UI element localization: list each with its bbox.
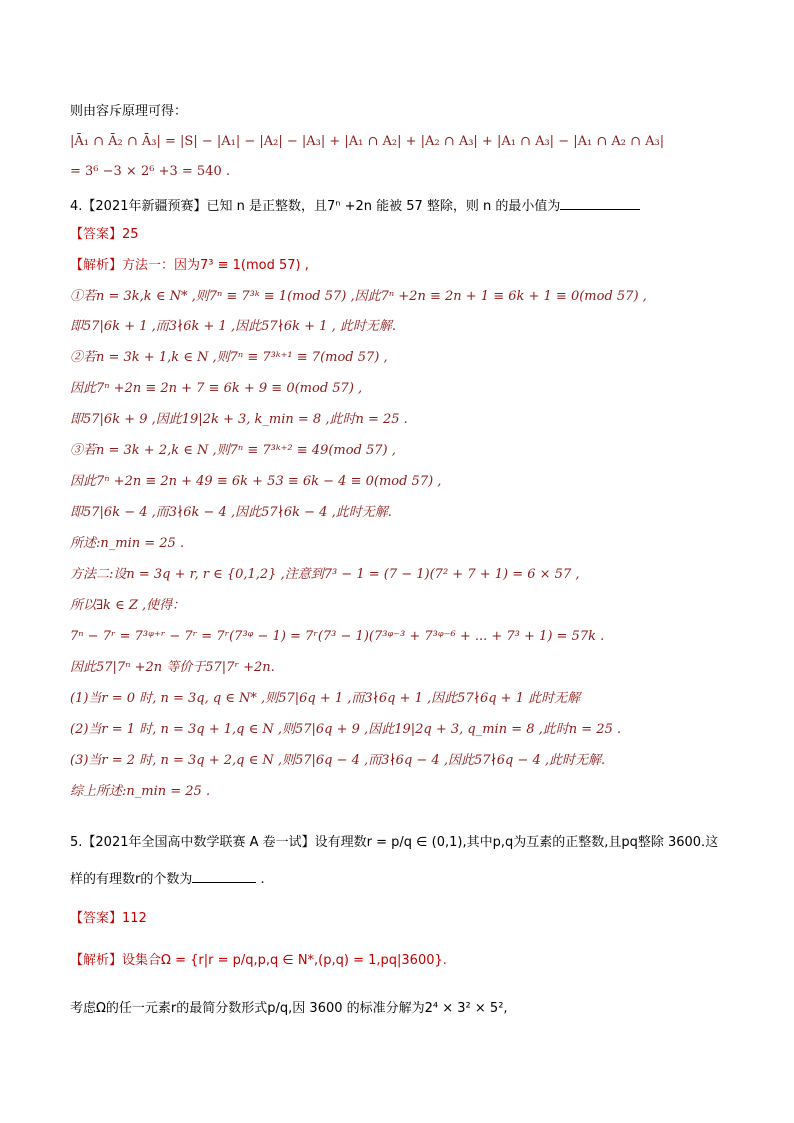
solution-line: ③若n = 3k + 2,k ∈ N ,则7ⁿ ≡ 7³ᵏ⁺² ≡ 49(mod 57) , [70, 443, 396, 458]
solution-line: 所述:n_min = 25 . [70, 536, 185, 551]
solution-line: 考虑Ω的任一元素r的最简分数形式p/q,因 3600 的标准分解为2⁴ × 3² × 5², [70, 1001, 508, 1016]
solution-line: ②若n = 3k + 1,k ∈ N ,则7ⁿ ≡ 7³ᵏ⁺¹ ≡ 7(mod 57) , [70, 350, 388, 365]
problem-5-title: 5.【2021年全国高中数学联赛 A 卷一试】设有理数r = p/q ∈ (0,1),其中p,q为互素的正整数,且pq整除 3600.这 [70, 835, 719, 850]
text-line: 则由容斥原理可得： [70, 104, 188, 119]
solution-line: 因此57|7ⁿ +2n 等价于57|7ʳ +2n. [70, 660, 275, 675]
solution-line: (1)当r = 0 时, n = 3q, q ∈ N* ,则57|6q + 1 ,而3∤6q + 1 ,因此57∤6q + 1 此时无解 [70, 691, 581, 706]
answer-line: 【答案】25 [70, 227, 139, 242]
solution-line: 即57|6k + 9 ,因此19|2k + 3, k_min = 8 ,此时n = 25 . [70, 412, 408, 427]
solution-line: 【解析】设集合Ω = {r|r = p/q,p,q ∈ N*,(p,q) = 1,pq|3600}. [70, 953, 447, 968]
answer-blank [560, 195, 640, 210]
solution-line: ①若n = 3k,k ∈ N* ,则7ⁿ ≡ 7³ᵏ ≡ 1(mod 57) ,因此7ⁿ +2n ≡ 2n + 1 ≡ 6k + 1 ≡ 0(mod 57) , [70, 289, 647, 304]
answer-line: 【答案】112 [70, 911, 147, 926]
solution-line: 综上所述:n_min = 25 . [70, 784, 211, 799]
solution-line: (3)当r = 2 时, n = 3q + 2,q ∈ N ,则57|6q − 4 ,而3∤6q − 4 ,因此57∤6q − 4 ,此时无解. [70, 753, 606, 768]
solution-line: 所以∃k ∈ Z ,使得： [70, 598, 186, 613]
solution-line: 【解析】方法一：因为7³ ≡ 1(mod 57) , [70, 258, 309, 273]
formula-line: |Ā₁ ∩ Ā₂ ∩ Ā₃| = |S| − |A₁| − |A₂| − |A₃| + |A₁ ∩ A₂| + |A₂ ∩ A₃| + |A₁ ∩ A₃| − |A₁ ∩ A₂ ∩ A₃| [70, 134, 665, 149]
solution-line: 7ⁿ − 7ʳ = 7³ᵠ⁺ʳ − 7ʳ = 7ʳ(7³ᵠ − 1) = 7ʳ(7³ − 1)(7³ᵠ⁻³ + 7³ᵠ⁻⁶ + ... + 7³ + 1) = 57k . [70, 629, 605, 644]
solution-line: 因此7ⁿ +2n ≡ 2n + 7 ≡ 6k + 9 ≡ 0(mod 57) , [70, 381, 363, 396]
solution-line: 即57|6k + 1 ,而3∤6k + 1 ,因此57∤6k + 1 , 此时无解. [70, 319, 396, 334]
problem-4-title: 4.【2021年新疆预赛】已知 n 是正整数，且7ⁿ +2n 能被 57 整除，则 n 的最小值为 [70, 195, 640, 216]
solution-line: (2)当r = 1 时, n = 3q + 1,q ∈ N ,则57|6q + 9 ,因此19|2q + 3, q_min = 8 ,此时n = 25 . [70, 722, 622, 737]
solution-line: 方法二:设n = 3q + r, r ∈ {0,1,2} ,注意到7³ − 1 = (7 − 1)(7² + 7 + 1) = 6 × 57 , [70, 567, 580, 582]
solution-line: 即57|6k − 4 ,而3∤6k − 4 ,因此57∤6k − 4 ,此时无解. [70, 505, 392, 520]
answer-blank [192, 868, 256, 883]
problem-5-title-cont: 样的有理数r的个数为 . [70, 868, 265, 889]
solution-line: 因此7ⁿ +2n ≡ 2n + 49 ≡ 6k + 53 ≡ 6k − 4 ≡ 0(mod 57) , [70, 474, 442, 489]
formula-line: = 3⁶ −3 × 2⁶ +3 = 540 . [70, 164, 230, 179]
